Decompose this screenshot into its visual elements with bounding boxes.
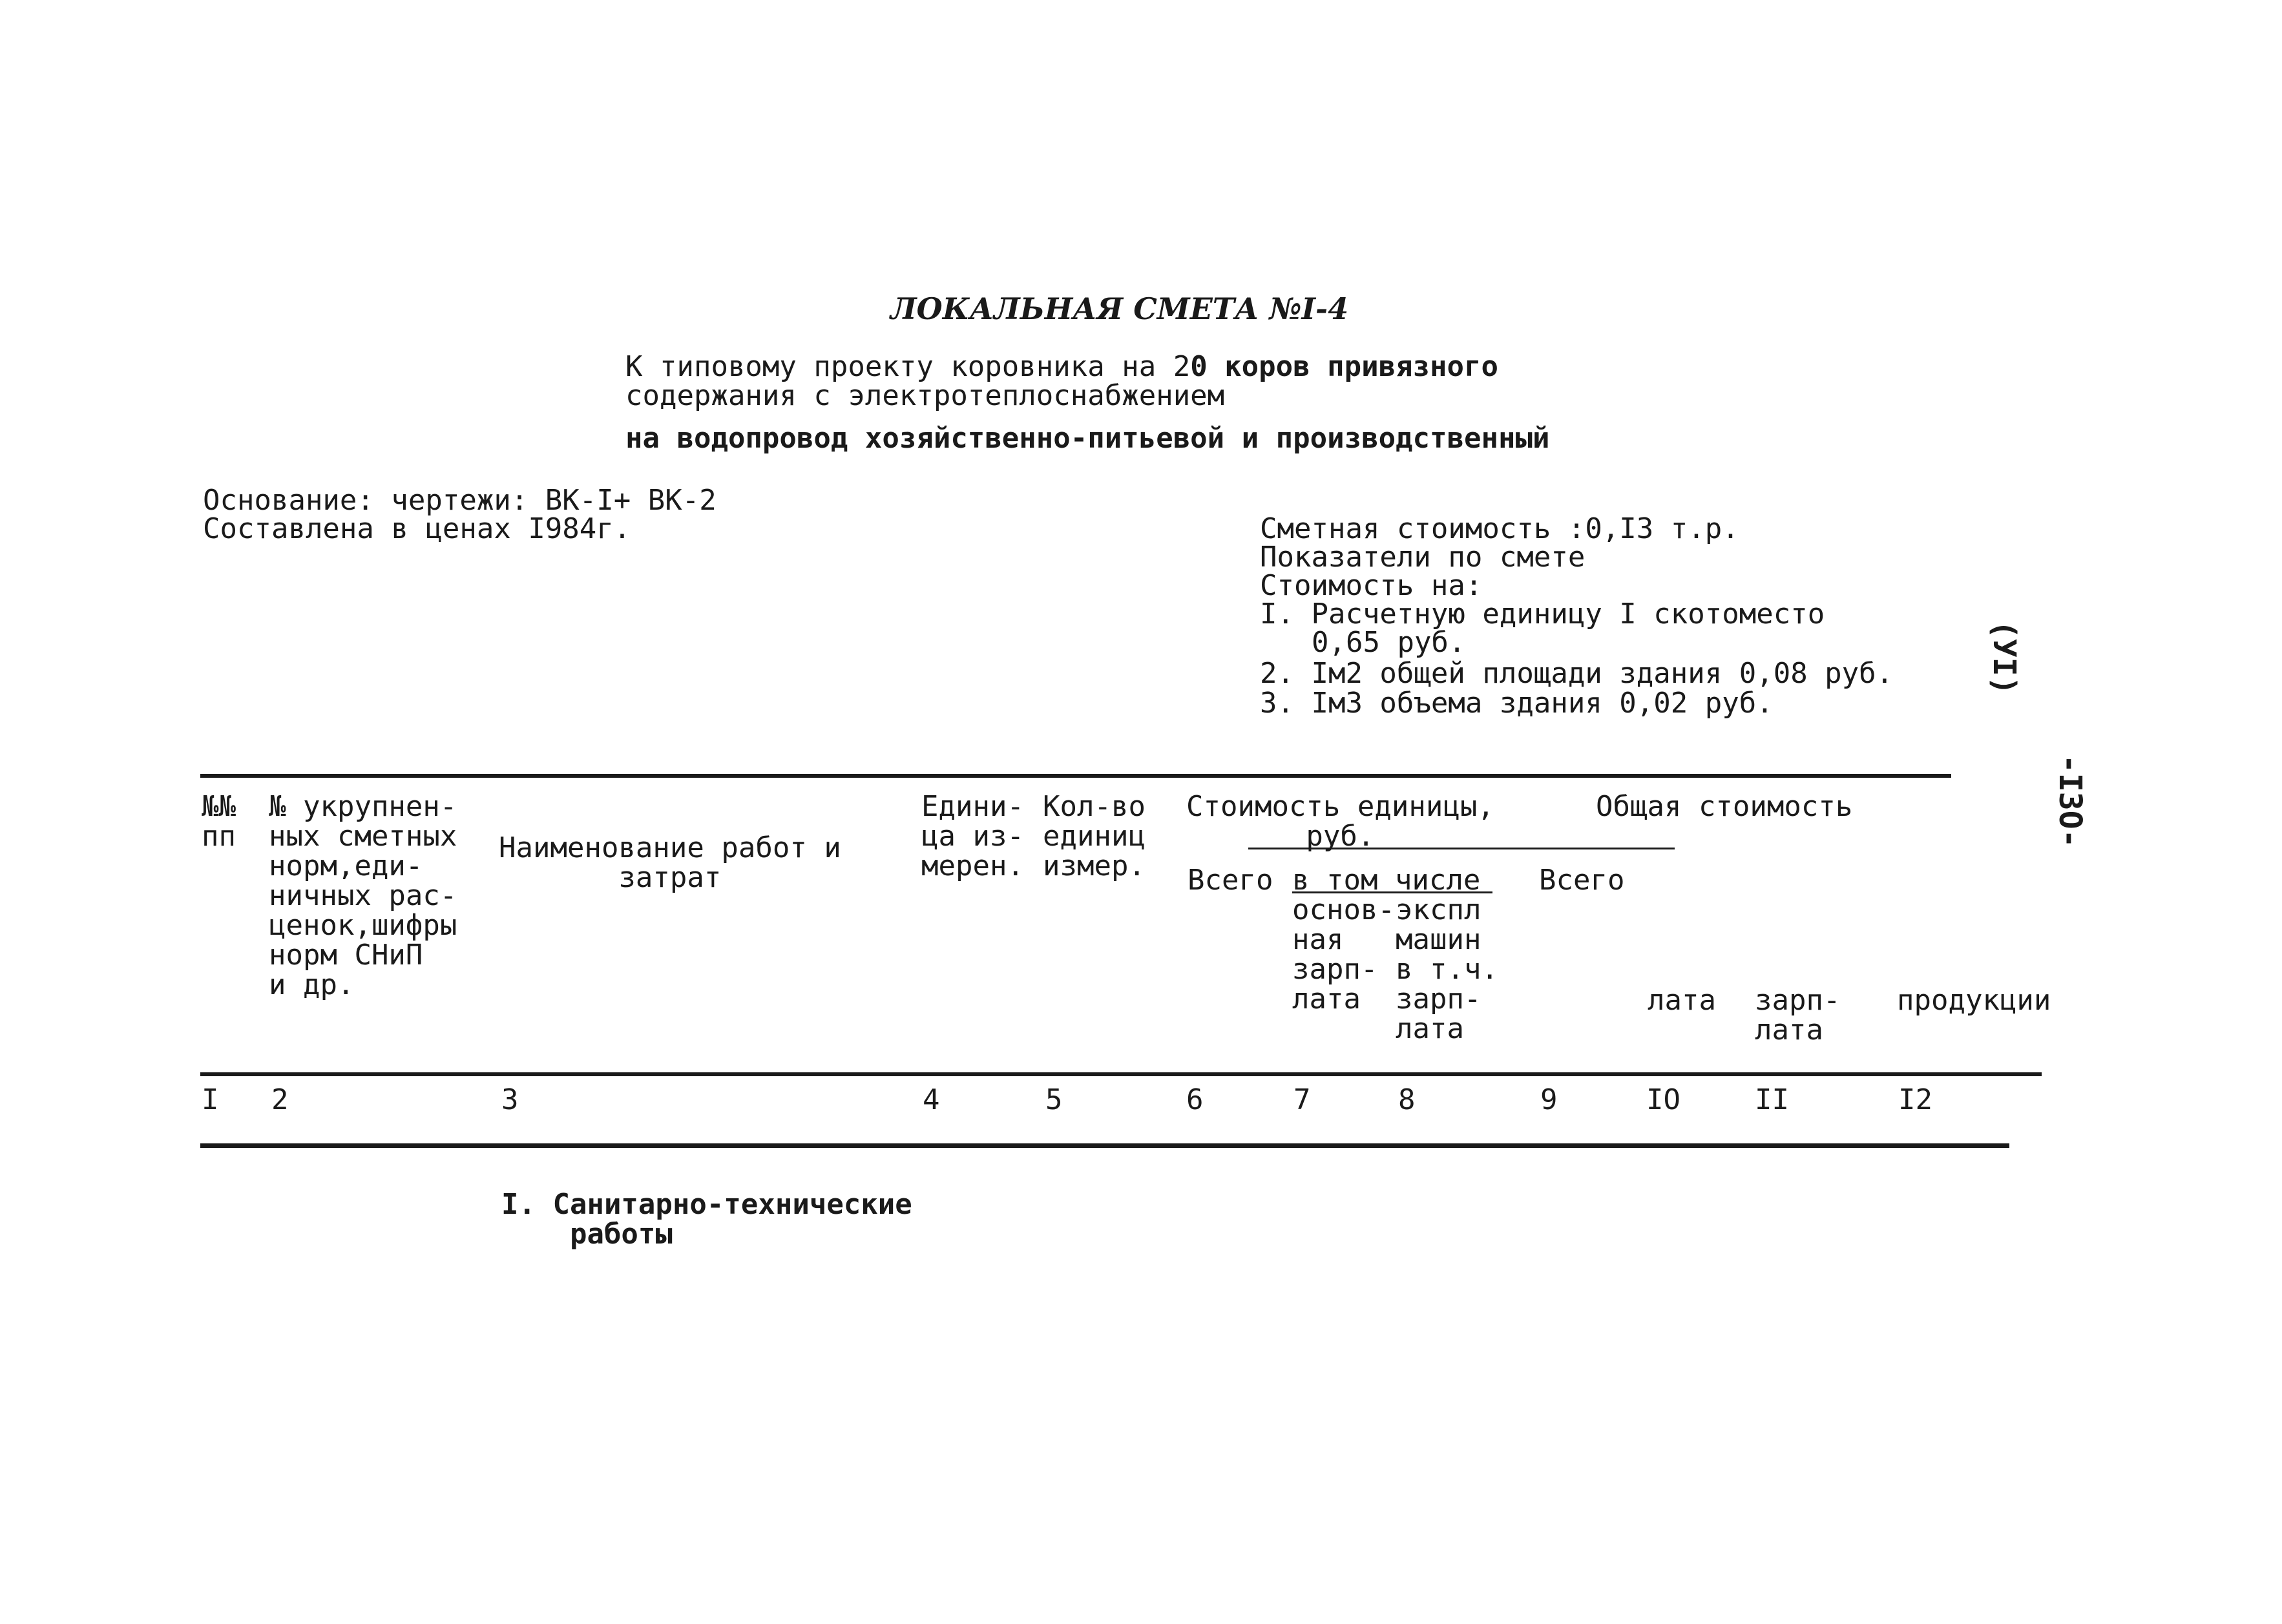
- header-row-number: №№ пп: [202, 790, 236, 853]
- header-incl: в том числе: [1292, 864, 1481, 897]
- header-unit-cost: Стоимость единицы, руб.: [1186, 790, 1494, 853]
- summary-item-2: 2. Iм2 общей площади здания 0,08 руб.: [1260, 657, 1894, 690]
- column-number: IO: [1646, 1083, 1680, 1116]
- subtitle-line-2: содержания с электротеплоснабжением: [625, 379, 1225, 412]
- column-number: 9: [1540, 1083, 1558, 1116]
- column-number: II: [1755, 1083, 1789, 1116]
- column-number: 4: [923, 1083, 940, 1116]
- margin-code: (УI): [1986, 620, 2022, 695]
- column-number: 7: [1293, 1083, 1311, 1116]
- header-total-all: Всего: [1539, 864, 1625, 897]
- header-total-cost: Общая стоимость: [1596, 790, 1853, 823]
- header-norm-code: № укрупнен- ных сметных норм,еди- ничных рас- ценок,шифры норм СНиП и др.: [269, 790, 457, 1001]
- column-number: I2: [1898, 1083, 1932, 1116]
- column-number: 2: [271, 1083, 289, 1116]
- header-total-wage-1: лата: [1648, 984, 1716, 1017]
- column-number: 3: [501, 1083, 519, 1116]
- margin-page-number: -I3O-: [2052, 755, 2088, 848]
- header-quantity: Кол-во единиц измер.: [1043, 790, 1146, 882]
- summary-item-1: I. Расчетную единицу I скотоместо: [1260, 598, 1825, 630]
- section-title: I. Санитарно-технические работы: [501, 1188, 912, 1251]
- table-top-rule: [200, 774, 1951, 778]
- subtitle-line-1: [625, 352, 1498, 382]
- subtitle-line-3: на водопровод хозяйственно-питьевой и производственный: [625, 422, 1550, 455]
- header-total-wage-2: зарп- лата: [1755, 984, 1841, 1046]
- header-work-name: Наименование работ и затрат: [499, 831, 841, 894]
- summary-cost-for: Стоимость на:: [1260, 569, 1483, 602]
- subtitle-line-1b: 0 коров привязного: [1190, 350, 1499, 383]
- header-unit: Едини- ца из- мерен.: [921, 790, 1024, 882]
- column-number: 8: [1398, 1083, 1416, 1116]
- header-operation: экспл машин в т.ч. зарп- лата: [1396, 893, 1498, 1045]
- header-bottom-rule: [200, 1072, 2042, 1076]
- header-total-product: продукции: [1897, 984, 2051, 1017]
- summary-cost: Сметная стоимость :0,I3 т.р.: [1260, 512, 1739, 545]
- header-basic-wage: основ- ная зарп- лата: [1292, 893, 1395, 1015]
- document-title: ЛОКАЛЬНАЯ СМЕТА №I-4: [890, 291, 1349, 326]
- column-number: 6: [1186, 1083, 1204, 1116]
- numbers-bottom-rule: [200, 1143, 2009, 1148]
- summary-item-1-value: 0,65 руб.: [1312, 626, 1466, 659]
- header-unit-total: Всего: [1188, 864, 1273, 897]
- summary-indicators: Показатели по смете: [1260, 541, 1586, 574]
- basis-line-1: Основание: чертежи: ВК-I+ ВК-2: [203, 484, 717, 517]
- summary-item-3: 3. Iм3 объема здания 0,02 руб.: [1260, 687, 1774, 720]
- column-number: I: [202, 1083, 219, 1116]
- basis-line-2: Составлена в ценах I984г.: [203, 512, 631, 545]
- column-number: 5: [1045, 1083, 1063, 1116]
- subtitle-line-1a: К типовому проекту коровника на 2: [625, 350, 1191, 383]
